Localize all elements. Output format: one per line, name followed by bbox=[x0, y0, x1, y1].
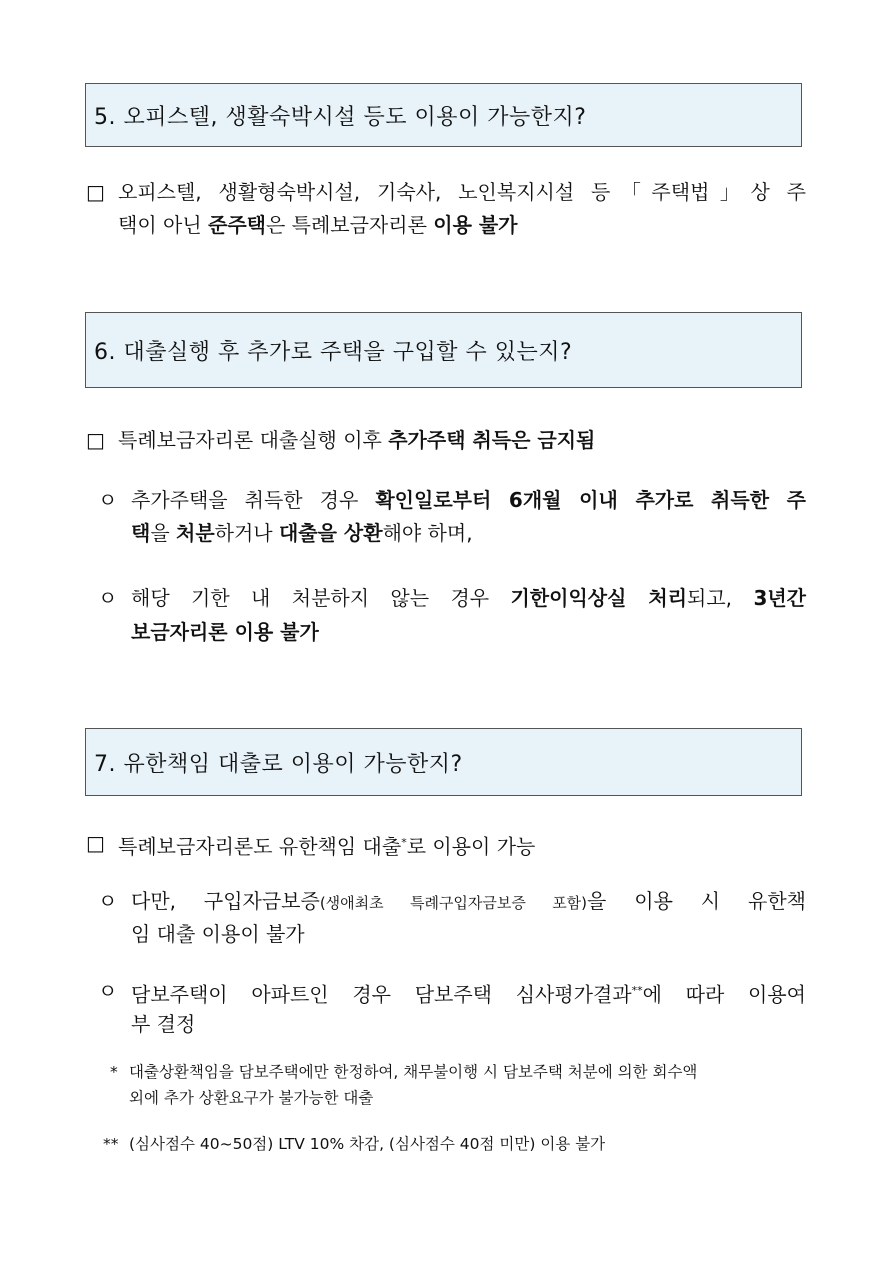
section-7-sub2-line2: 부 결정 bbox=[131, 1012, 196, 1036]
bold-run: 준주택 bbox=[208, 213, 266, 237]
section-6-sub1-line2 bbox=[131, 518, 473, 548]
text-run: 을 이용 시 유한책 bbox=[587, 889, 806, 913]
bold-run: 기한이익상실 처리 bbox=[510, 586, 688, 610]
footnote-2-marker: ** bbox=[103, 1135, 119, 1153]
section-7-sub1-line1 bbox=[131, 886, 806, 918]
section-7-bullet-line bbox=[118, 828, 535, 862]
bold-run: 택 bbox=[131, 521, 151, 545]
text-run: 은 특례보금자리론 bbox=[265, 213, 434, 237]
text-run: 특례보금자리론도 유한책임 대출 bbox=[118, 834, 402, 859]
section-5-bullet-line1: 오피스텔, 생활형숙박시설, 기숙사, 노인복지시설 등「주택법」상 주 bbox=[118, 180, 806, 204]
footnote-mark: ** bbox=[631, 984, 643, 997]
question-7-box bbox=[85, 728, 802, 796]
section-6-sub1-line1 bbox=[131, 485, 806, 515]
section-6-sub2-marker: ㅇ bbox=[98, 586, 118, 610]
section-7-sub2-marker: ㅇ bbox=[98, 979, 118, 1003]
footnote-1-line1: 대출상환책임을 담보주택에만 한정하여, 채무불이행 시 담보주택 처분에 의한 회수액 bbox=[129, 1063, 698, 1081]
footnote-1-line2: 외에 추가 상환요구가 불가능한 대출 bbox=[129, 1089, 374, 1107]
bold-run: 3년간 bbox=[753, 586, 806, 610]
section-7-sub1-line2: 임 대출 이용이 불가 bbox=[131, 922, 305, 946]
section-7-sub1-marker: ㅇ bbox=[98, 889, 118, 913]
section-6-sub2-line1 bbox=[131, 583, 806, 613]
question-5-box bbox=[85, 83, 802, 147]
text-run: 특례보금자리론 대출실행 이후 bbox=[118, 428, 389, 452]
section-5-bullet-line2 bbox=[118, 210, 518, 240]
section-6-sub2-line2: 보금자리론 이용 불가 bbox=[131, 620, 319, 644]
question-6-box bbox=[85, 312, 802, 388]
footnote-1-marker: * bbox=[110, 1063, 118, 1081]
text-run: 담보주택이 아파트인 경우 담보주택 심사평가결과 bbox=[131, 982, 632, 1007]
section-5-bullet-marker: □ bbox=[86, 180, 105, 204]
section-6-bullet-marker: □ bbox=[86, 428, 105, 452]
bold-run: 처분 bbox=[176, 521, 215, 545]
bold-run: 이용 불가 bbox=[433, 213, 518, 237]
footnote-2-text: (심사점수 40~50점) LTV 10% 차감, (심사점수 40점 미만) 이용 불가 bbox=[129, 1135, 606, 1153]
question-7-title: 7. 유한책임 대출로 이용이 가능한지? bbox=[94, 751, 463, 777]
question-6-title: 6. 대출실행 후 추가로 주택을 구입할 수 있는지? bbox=[94, 339, 573, 365]
text-run: 을 bbox=[150, 521, 177, 545]
bold-run: 추가주택 취득은 금지됨 bbox=[388, 428, 596, 452]
small-run: (생애최초 특례구입자금보증 포함) bbox=[319, 894, 588, 912]
footnote-mark: * bbox=[401, 836, 407, 849]
text-run: 되고, bbox=[687, 586, 754, 610]
text-run: 추가주택을 취득한 경우 bbox=[131, 488, 376, 512]
section-7-bullet-marker: □ bbox=[86, 831, 105, 855]
bold-run: 대출을 상환 bbox=[278, 521, 383, 545]
section-7-sub2-line1 bbox=[131, 976, 806, 1010]
text-run: 하거나 bbox=[214, 521, 279, 545]
text-run: 다만, 구입자금보증 bbox=[131, 889, 320, 913]
text-run: 로 이용이 가능 bbox=[406, 834, 536, 859]
bold-run: 확인일로부터 6개월 이내 추가로 취득한 주 bbox=[375, 488, 806, 512]
section-6-sub1-marker: ㅇ bbox=[98, 488, 118, 512]
section-6-bullet-line bbox=[118, 425, 595, 455]
question-5-title: 5. 오피스텔, 생활숙박시설 등도 이용이 가능한지? bbox=[94, 104, 587, 130]
text-run: 택이 아닌 bbox=[118, 213, 208, 237]
text-run: 해당 기한 내 처분하지 않는 경우 bbox=[131, 586, 511, 610]
text-run: 해야 하며, bbox=[382, 521, 473, 545]
text-run: 에 따라 이용여 bbox=[642, 982, 806, 1007]
